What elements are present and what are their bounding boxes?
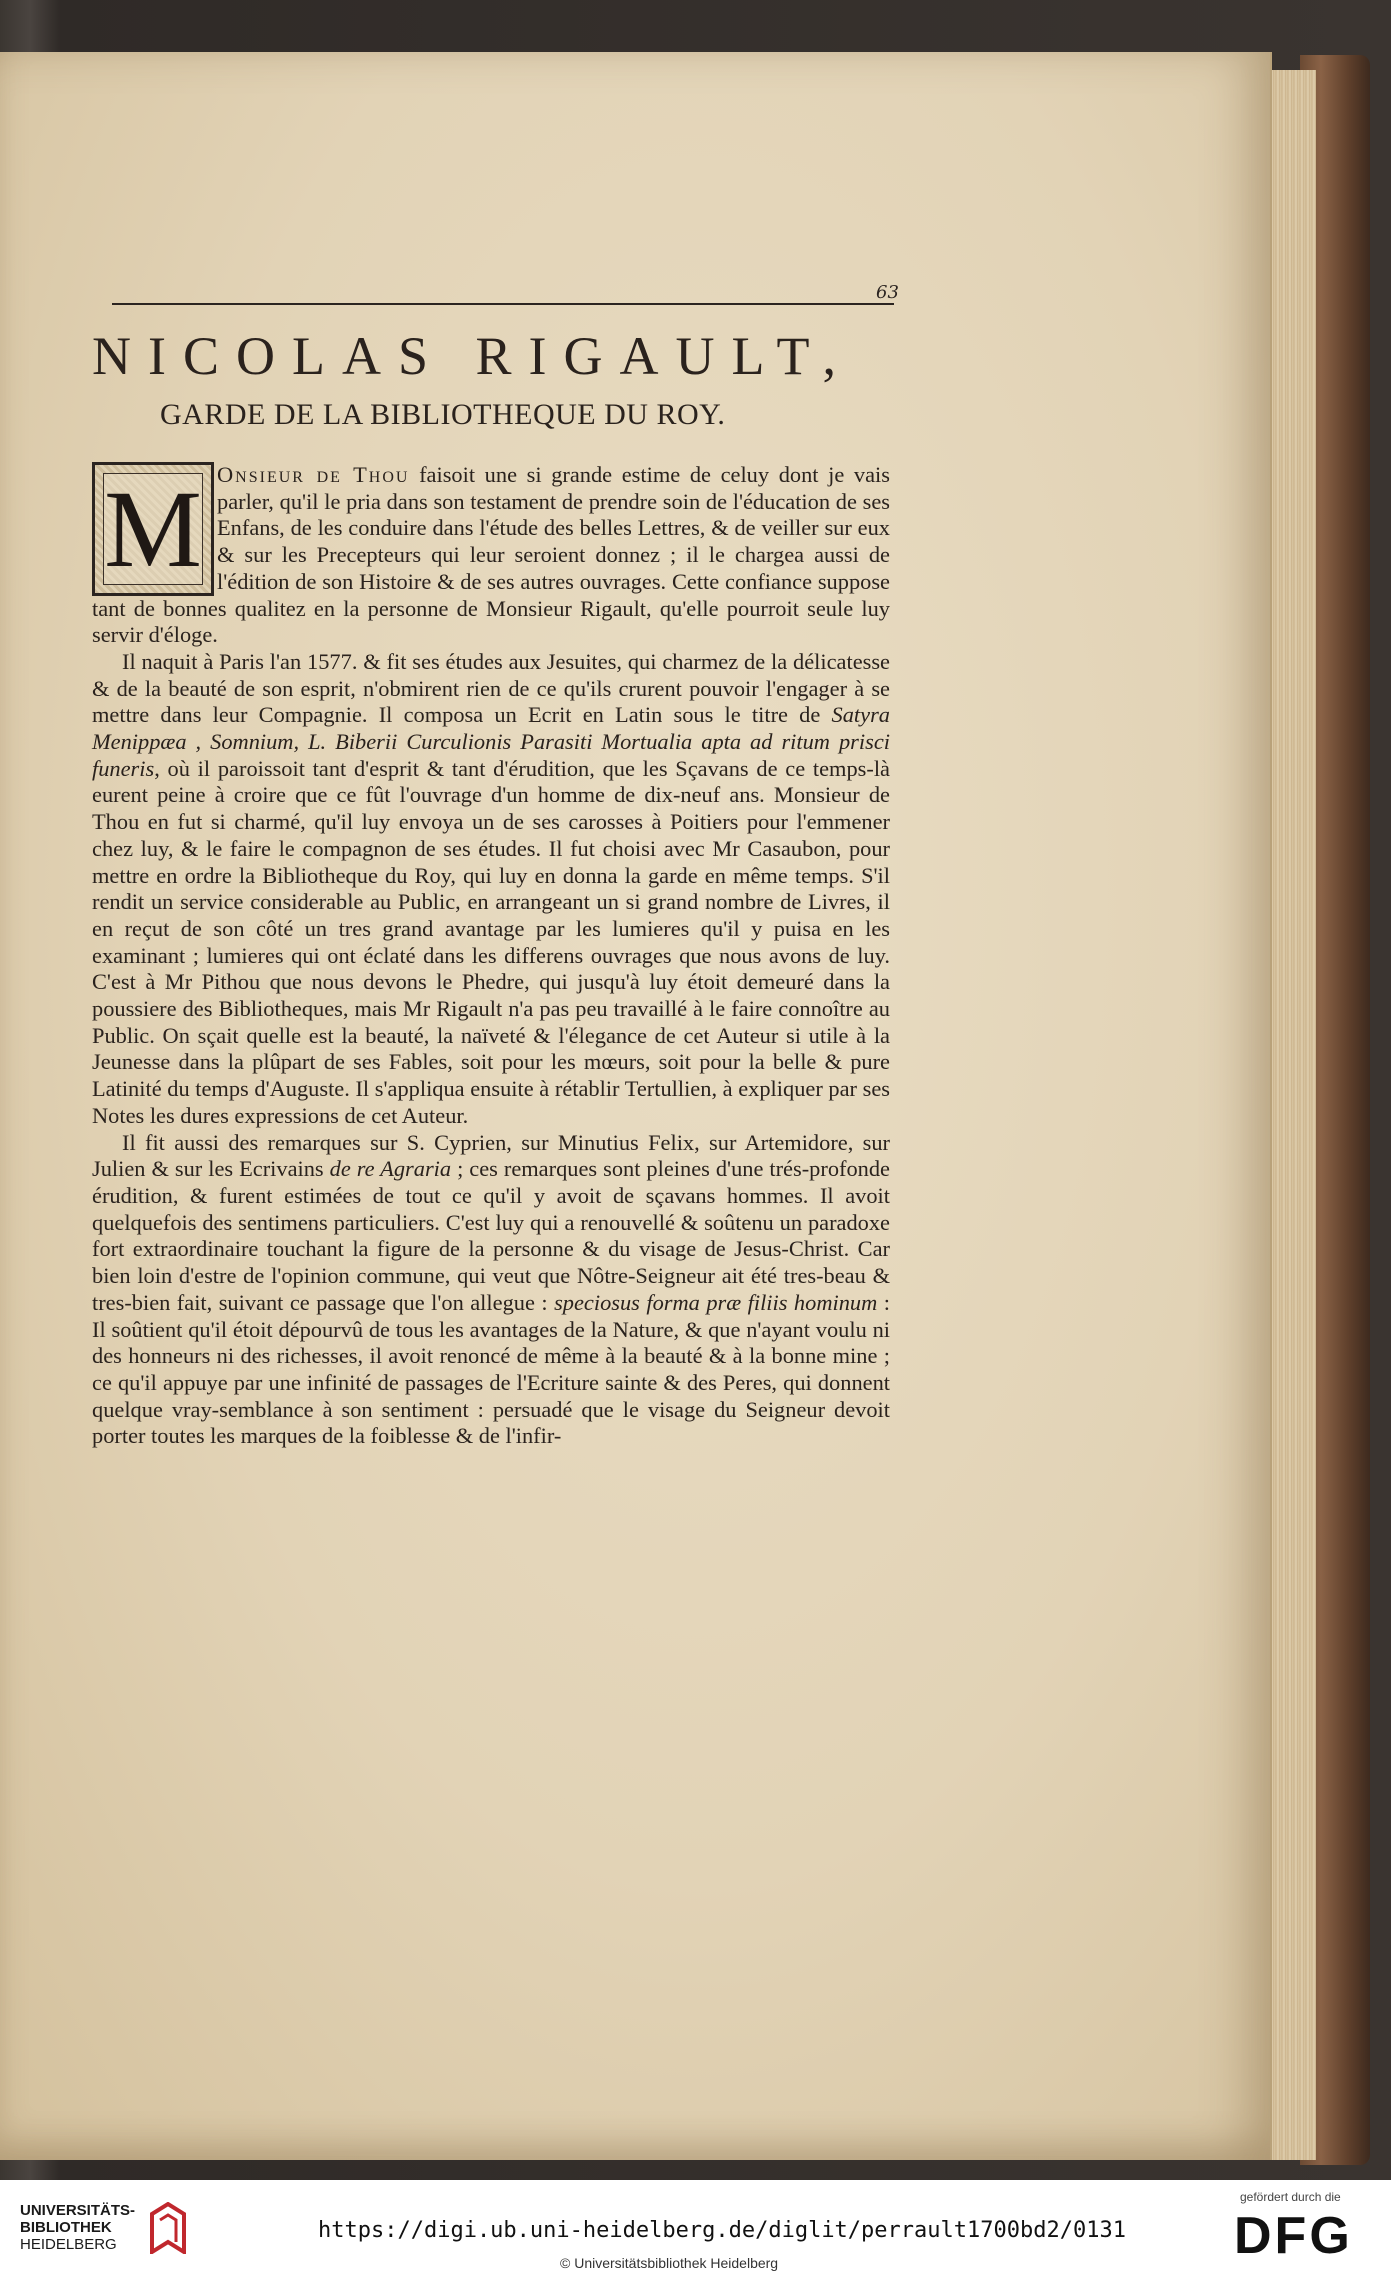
latin-phrase: de re Agraria [329, 1156, 452, 1182]
logo-line-2: BIBLIOTHEK [20, 2219, 112, 2236]
page-subtitle: GARDE DE LA BIBLIOTHEQUE DU ROY. [160, 398, 726, 431]
funded-by-label: gefördert durch die [1240, 2190, 1341, 2204]
header-rule [112, 303, 894, 305]
page-title: NICOLAS RIGAULT, [92, 326, 854, 386]
library-logo-icon[interactable] [148, 2202, 188, 2254]
permalink-url[interactable]: https://digi.ub.uni-heidelberg.de/diglit/perrault1700bd2/0131 [318, 2218, 1126, 2243]
paragraph-text: Il fit aussi des remarques sur S. Cyprien, sur Minutius Felix, sur Artemidore, sur Julien & sur les Ecrivains [92, 1129, 890, 1182]
paragraph-text: , où il paroissoit tant d'esprit & tant d'érudition, que les Sçavans de ce temps-là eurent peine à croire que ce fût l'ouvrage d'un homme de dix-neuf ans. Monsieur de Thou en fut si charmé, qu'il luy envoya un de ses carosses à Poitiers pour l'emmener chez luy, & le faire le compagnon de ses études. Il fut choisi avec Mr Casaubon, pour mettre en ordre la Bibliotheque du Roy, qui luy en donna la garde en même temps. S'il rendit un service considerable au Public, en arrangeant un si grand nombre de Livres, il en reçut de son côté un tres grand avantage par les lumieres qu'il y puisa en les examinant ; lumieres qui ont éclaté dans les differens ouvrages que nous avons de luy. C'est à Mr Pithou que nous devons le Phedre, qui jusqu'à luy étoit demeuré dans la poussiere des Bibliotheques, mais Mr Rigault n'a pas peu travaillé à le faire connoître au Public. On sçait quelle est la beauté, la naïveté & l'élegance de cet Auteur si utile à la Jeunesse dans la plûpart de ses Fables, soit pour les mœurs, soit pour la belle & pure Latinité du temps d'Auguste. Il s'appliqua ensuite à rétablir Tertullien, à expliquer par ses Notes les dures expressions de cet Auteur. [92, 755, 890, 1128]
logo-line-1: UNIVERSITÄTS- [20, 2202, 136, 2219]
page-number: 63 [876, 282, 899, 303]
body-text [92, 462, 890, 1450]
logo-line-3: HEIDELBERG [20, 2236, 117, 2253]
library-logo-text[interactable] [20, 2202, 135, 2253]
copyright-notice: © Universitätsbibliothek Heidelberg [560, 2255, 779, 2271]
paragraph-text: ; ces remarques sont pleines d'une trés-profonde érudition, & furent estimées de tout ce qu'il y avoit de sçavans hommes. Il avoit quelquefois des sentimens particuliers. C'est luy qui a renouvellé & soûtenu un paradoxe fort extraordinaire touchant la figure de la personne & du visage de Jesus-Christ. Car bien loin d'estre de l'opinion commune, qui veut que Nôtre-Seigneur ait été tres-beau & tres-bien fait, suivant ce passage que l'on allegue : [92, 1156, 890, 1315]
initial-letter: M [104, 468, 202, 590]
paragraph-text: faisoit une si grande estime de celuy dont je vais parler, qu'il le pria dans son testament de prendre soin de l'éducation de ses Enfans, de les conduire dans l'étude des belles Lettres, & de veiller sur eux & sur les Precepteurs qui leur seroient donnez ; il le chargea aussi de l'édition de son Histoire & de ses autres ouvrages. Cette confiance suppose tant de bonnes qualitez en la personne de Monsieur Rigault, qu'elle pourroit seule luy servir d'éloge. [92, 462, 890, 648]
dfg-logo[interactable]: DFG [1234, 2207, 1353, 2265]
paragraph-text: Il naquit à Paris l'an 1577. & fit ses études aux Jesuites, qui charmez de la délicatesse & de la beauté de son esprit, n'obmirent rien de ce qu'ils crurent pouvoir l'engager à se mettre dans leur Compagnie. Il composa un Ecrit en Latin sous le titre de [92, 648, 890, 728]
paragraph-2 [92, 649, 890, 1130]
footer-bar [0, 2180, 1391, 2283]
paragraph-3 [92, 1130, 890, 1450]
latin-quote: speciosus forma præ filiis hominum [554, 1289, 878, 1315]
paragraph-text: : Il soûtient qu'il étoit dépourvû de tous les avantages de la Nature, & que n'ayant voulu ni des honneurs ni des richesses, il avoit renoncé de même à la beauté & à la bonne mine ; ce qu'il appuye par une infinité de passages de l'Ecriture sainte & des Peres, qui donnent quelque vray-semblance à son sentiment : persuadé que le visage du Seigneur devoit porter toutes les marques de la foiblesse & de l'infir- [92, 1289, 890, 1449]
paragraph-lead: Onsieur de Thou [217, 462, 410, 487]
initial-spacer [92, 462, 217, 595]
latin-title: Satyra Menippæa , Somnium, L. Biberii Curculionis Parasiti Mortualia apta ad ritum prisci funeris [92, 702, 890, 781]
